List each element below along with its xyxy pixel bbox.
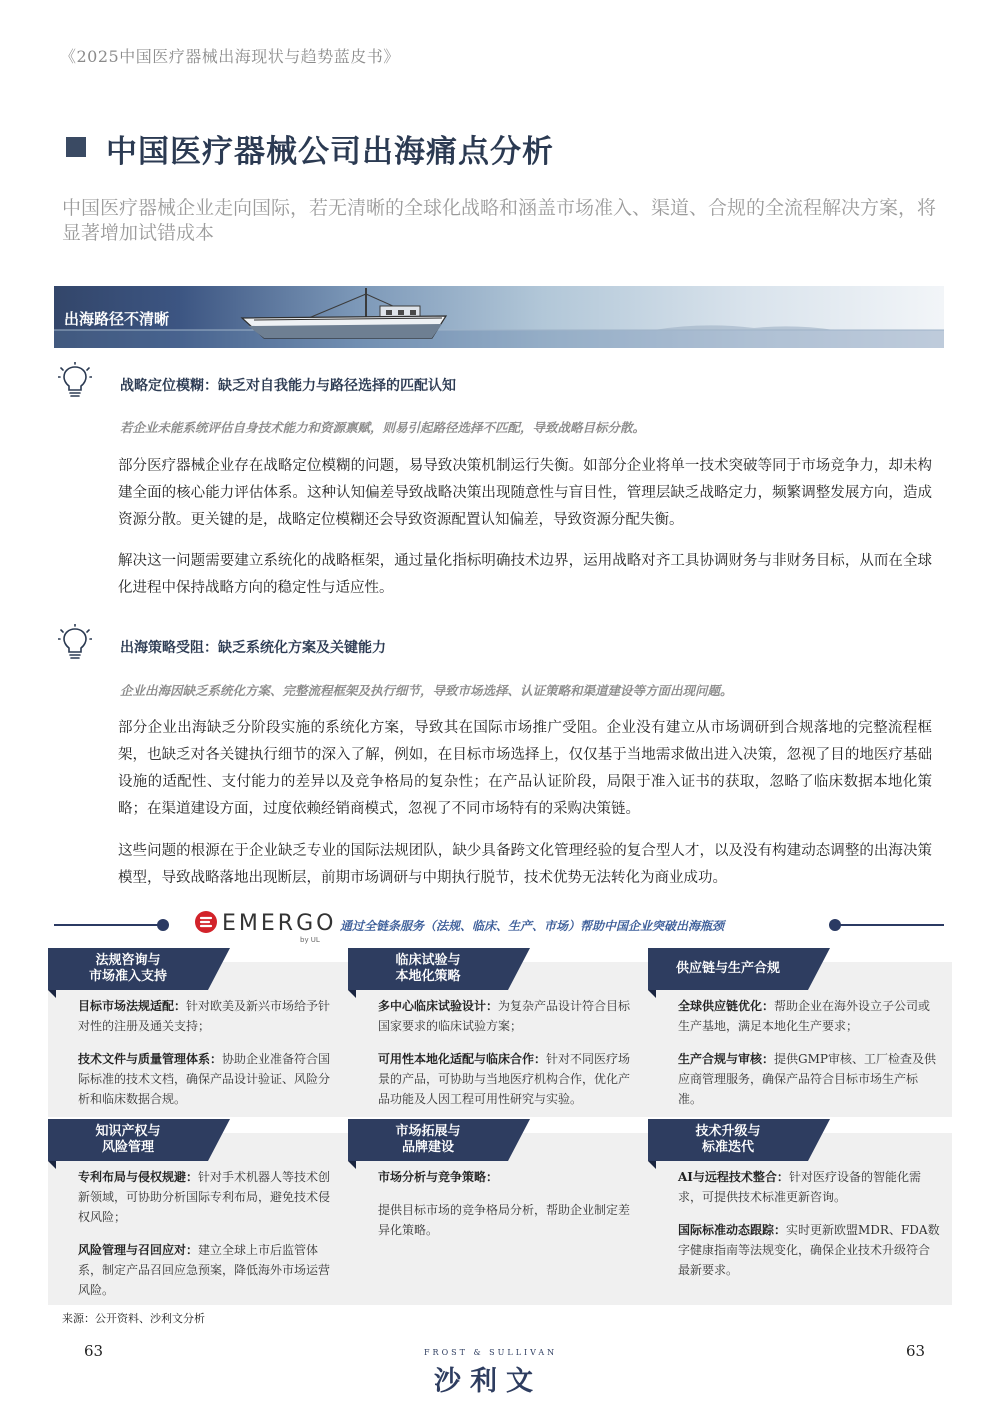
service-item: 市场分析与竞争策略： [378,1170,499,1184]
source-note: 来源：公开资料、沙利文分析 [62,1312,205,1325]
service-item: 技术文件与质量管理体系：协助企业准备符合国际标准的技术文档，确保产品设计验证、风险分析和临床数据合规。 [78,1052,331,1106]
service-card-label: 供应链与生产合规 [648,948,808,990]
service-item: 提供目标市场的竞争格局分析，帮助企业制定差异化策略。 [378,1203,631,1237]
lightbulb-icon [58,362,92,402]
banner-label: 出海路径不清晰 [64,310,170,328]
card-label-fold [348,990,356,998]
service-card-label: 临床试验与 本地化策略 [348,948,508,990]
card-label-tail [508,948,530,990]
divider-line [836,924,944,926]
emergo-logo-sub: by UL [300,936,320,944]
brand-name-en: FROST & SULLIVAN [424,1348,558,1357]
point-lead: 若企业未能系统评估自身技术能力和资源禀赋，则易引起路径选择不匹配，导致战略目标分散。 [120,420,646,435]
divider-line [54,924,162,926]
service-item: 专利布局与侵权规避：针对手术机器人等技术创新领域，可协助分析国际专利布局，避免技术侵权风险； [78,1170,331,1224]
card-label-fold [648,1161,656,1169]
card-label-fold [648,990,656,998]
card-label-fold [348,1161,356,1169]
service-item: 可用性本地化适配与临床合作：针对不同医疗场景的产品，可协助与当地医疗机构合作，优化产品功能及人因工程可用性研究与实验。 [378,1052,631,1106]
point-title: 战略定位模糊：缺乏对自我能力与路径选择的匹配认知 [120,378,456,394]
paragraph: 解决这一问题需要建立系统化的战略框架，通过量化指标明确技术边界，运用战略对齐工具协调财务与非财务目标，从而在全球化进程中保持战略方向的稳定性与适应性。 [118,553,932,596]
service-card-label: 法规咨询与 市场准入支持 [48,948,208,990]
paragraph: 部分企业出海缺乏分阶段实施的系统化方案，导致其在国际市场推广受阻。企业没有建立从市场调研到合规落地的完整流程框架，也缺乏对各关键执行细节的深入了解，例如，在目标市场选择上，仅仅基于当地需求做出进入决策，忽视了目的地医疗基础设施的适配性、支付能力的差异以及竞争格局的复杂性；在产品认证阶段，局限于准入证书的获取，忽略了临床数据本地化策略；在渠道建设方面，过度依赖经销商模式，忽视了不同市场特有的采购决策链。 [118,720,932,817]
section-marker [66,137,86,157]
page-number-left: 63 [84,1342,104,1360]
divider-dot [157,919,169,931]
paragraph: 部分医疗器械企业存在战略定位模糊的问题，易导致决策机制运行失衡。如部分企业将单一技术突破等同于市场竞争力，却未构建全面的核心能力评估体系。这种认知偏差导致战略决策出现随意性与盲目性，管理层缺乏战略定力，频繁调整发展方向，造成资源分散。更关键的是，战略定位模糊还会导致资源配置认知偏差，导致资源分配失衡。 [118,458,932,528]
service-card-label: 市场拓展与 品牌建设 [348,1119,508,1161]
service-item: AI与远程技术整合：针对医疗设备的智能化需求，可提供技术标准更新咨询。 [678,1170,921,1204]
brand-name-cn: 沙利文 [434,1366,542,1397]
emergo-logo-text: EMERGO [222,911,337,936]
section-subtitle: 中国医疗器械企业走向国际，若无清晰的全球化战略和涵盖市场准入、渠道、合规的全流程解决方案，将显著增加试错成本 [62,197,937,244]
divider-dot [829,919,841,931]
card-label-tail [208,1119,230,1161]
boat-illustration [54,286,944,348]
service-item: 目标市场法规适配：针对欧美及新兴市场给予针对性的注册及通关支持； [78,999,331,1033]
point-lead: 企业出海因缺乏系统化方案、完整流程框架及执行细节，导致市场选择、认证策略和渠道建设等方面出现问题。 [120,683,733,698]
service-item: 风险管理与召回应对：建立全球上市后监管体系，制定产品召回应急预案，降低海外市场运营风险。 [78,1243,331,1297]
card-label-tail [808,1119,830,1161]
emergo-logo-icon [194,909,218,935]
service-card [348,1124,652,1305]
service-card-label: 知识产权与 风险管理 [48,1119,208,1161]
card-label-tail [508,1119,530,1161]
service-item: 生产合规与审核：提供GMP审核、工厂检查及供应商管理服务，确保产品符合目标市场生产标准。 [678,1052,936,1106]
page-number-right: 63 [906,1342,926,1360]
paragraph: 这些问题的根源在于企业缺乏专业的国际法规团队，缺少具备跨文化管理经验的复合型人才，以及没有构建动态调整的出海决策模型，导致战略落地出现断层，前期市场调研与中期执行脱节，技术优势无法转化为商业成功。 [118,843,932,886]
service-card [648,962,952,1117]
banner-image [54,286,944,348]
section-title: 中国医疗器械公司出海痛点分析 [106,134,554,170]
card-label-fold [48,1161,56,1169]
document-title: 《2025中国医疗器械出海现状与趋势蓝皮书》 [60,47,400,66]
card-label-tail [808,948,830,990]
service-card-label: 技术升级与 标准迭代 [648,1119,808,1161]
lightbulb-icon [58,624,92,664]
card-label-fold [48,990,56,998]
service-item: 国际标准动态跟踪：实时更新欧盟MDR、FDA数字健康指南等法规变化，确保企业技术升级符合最新要求。 [678,1223,940,1277]
service-card [48,953,352,1117]
service-item: 多中心临床试验设计：为复杂产品设计符合目标国家要求的临床试验方案； [378,999,631,1033]
service-item: 全球供应链优化：帮助企业在海外设立子公司或生产基地，满足本地化生产要求； [678,999,931,1033]
card-label-tail [208,948,230,990]
service-card [348,953,652,1117]
service-card [48,1124,352,1305]
point-title: 出海策略受阻：缺乏系统化方案及关键能力 [120,640,386,656]
service-card [648,1124,952,1305]
emergo-tagline: 通过全链条服务（法规、临床、生产、市场）帮助中国企业突破出海瓶颈 [340,919,725,933]
